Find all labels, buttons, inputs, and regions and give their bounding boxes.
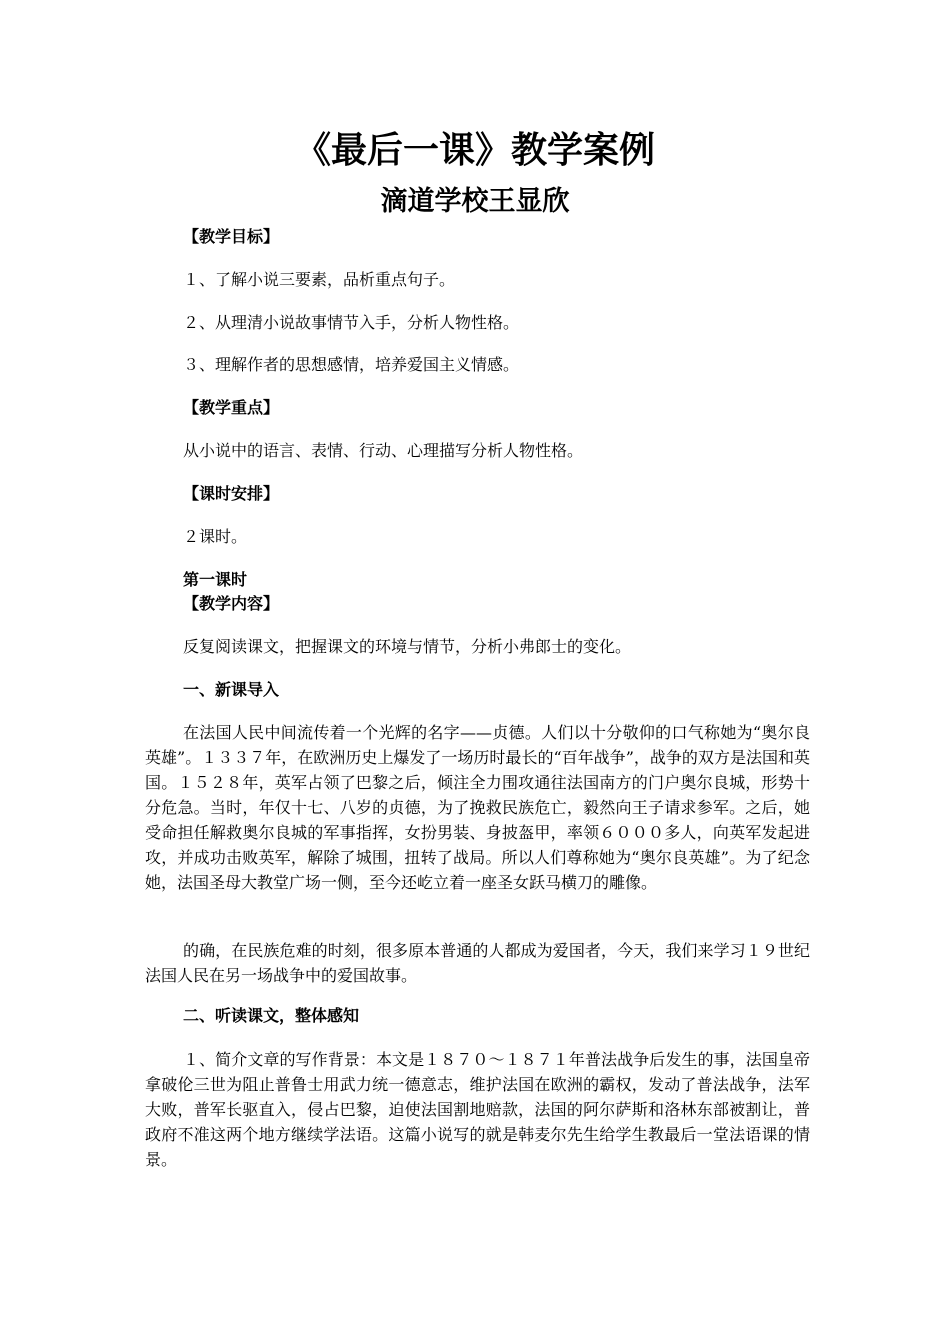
content-text: 反复阅读课文，把握课文的环境与情节，分析小弗郎士的变化。: [183, 637, 632, 656]
objectives-heading: 【教学目标】: [183, 227, 280, 246]
transition-paragraph: 的确，在民族危难的时刻，很多原本普通的人都成为爱国者，今天，我们来学习１９世纪法国人民在另一场战争中的爱国故事。: [145, 941, 810, 985]
objective-item: ３、理解作者的思想感情，培养爱国主义情感。: [183, 355, 520, 374]
section-one-heading: 一、新课导入: [183, 680, 280, 699]
objective-item: １、了解小说三要素，品析重点句子。: [183, 270, 456, 289]
key-points-text: 从小说中的语言、表情、行动、心理描写分析人物性格。: [183, 441, 584, 460]
key-points-heading: 【教学重点】: [183, 398, 280, 417]
background-paragraph: １、简介文章的写作背景：本文是１８７０～１８７１年普法战争后发生的事，法国皇帝拿破伦三世为阻止普鲁士用武力统一德意志，维护法国在欧洲的霸权，发动了普法战争，法军大败，普军长驱直入，侵占巴黎，迫使法国割地赔款，法国的阿尔萨斯和洛林东部被割让，普政府不准这两个地方继续学法语。这篇小说写的就是韩麦尔先生给学生教最后一堂法语课的情景。: [145, 1050, 810, 1169]
lesson-one-heading: 第一课时: [183, 570, 248, 589]
content-heading: 【教学内容】: [183, 594, 280, 613]
page-title: 《最后一课》教学案例: [294, 129, 655, 171]
schedule-heading: 【课时安排】: [183, 484, 280, 503]
objective-item: ２、从理清小说故事情节入手，分析人物性格。: [183, 313, 520, 332]
section-two-heading: 二、听读课文，整体感知: [183, 1006, 360, 1025]
intro-paragraph: 在法国人民中间流传着一个光辉的名字——贞德。人们以十分敬仰的口气称她为“奥尔良英雄”。１３３７年，在欧洲历史上爆发了一场历时最长的“百年战争”，战争的双方是法国和英国。１５２８年，英军占领了巴黎之后，倾注全力围攻通往法国南方的门户奥尔良城，形势十分危急。当时，年仅十七、八岁的贞德，为了挽救民族危亡，毅然向王子请求参军。之后，她受命担任解救奥尔良城的军事指挥，女扮男装、身披盔甲，率领６０００多人，向英军发起进攻，并成功击败英军，解除了城围，扭转了战局。所以人们尊称她为“奥尔良英雄”。为了纪念她，法国圣母大教堂广场一侧，至今还屹立着一座圣女跃马横刀的雕像。: [145, 723, 810, 892]
author-line: 滴道学校王显欣: [380, 186, 570, 217]
schedule-text: ２课时。: [183, 527, 248, 546]
